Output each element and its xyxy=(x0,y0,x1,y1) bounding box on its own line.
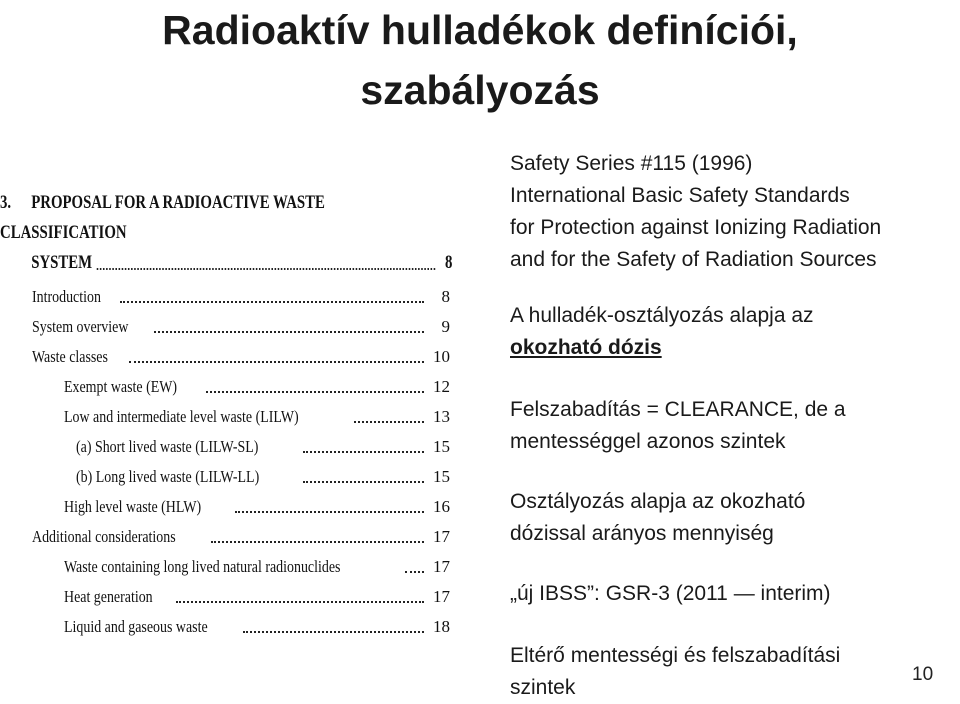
body-line: „új IBSS”: GSR-3 (2011 — interim) xyxy=(510,582,831,605)
toc-leader-dots xyxy=(303,451,424,453)
classification-quantity-block xyxy=(510,486,805,550)
toc-section-title-line2: SYSTEM xyxy=(31,252,93,273)
toc-entry-page: 15 xyxy=(433,437,450,456)
body-line: mentességgel azonos szintek xyxy=(510,430,786,453)
toc-entry-label: Heat generation xyxy=(64,587,153,606)
toc-entry-label: Exempt waste (EW) xyxy=(64,377,178,396)
toc-entry xyxy=(32,338,450,368)
toc-entry-label: Liquid and gaseous waste xyxy=(64,617,208,636)
toc-section-number: 3. xyxy=(0,192,12,213)
toc-leader-dots xyxy=(206,391,424,393)
body-line: for Protection against Ionizing Radiation xyxy=(510,216,882,239)
toc-entry-page: 16 xyxy=(433,497,450,516)
toc-entry xyxy=(76,458,450,488)
toc-leader-dots xyxy=(154,331,424,333)
toc-entry xyxy=(64,488,450,518)
toc-entry xyxy=(64,368,450,398)
toc-entry xyxy=(76,428,450,458)
toc-entry-label: High level waste (HLW) xyxy=(64,497,202,516)
levels-block xyxy=(510,640,920,704)
emphasized-term: okozható dózis xyxy=(510,336,662,359)
toc-leader-dots xyxy=(97,248,435,270)
toc-entry-page: 15 xyxy=(433,467,450,486)
toc-entry xyxy=(32,308,450,338)
toc-entry-page: 17 xyxy=(433,527,450,546)
toc-entry-label: Additional considerations xyxy=(32,527,176,546)
body-line: Eltérő mentességi és felszabadítási xyxy=(510,644,841,667)
toc-entry xyxy=(64,548,450,578)
toc-entry xyxy=(32,278,450,308)
standard-reference-block xyxy=(510,148,881,276)
slide-title-line1: Radioaktív hulladékok definíciói, xyxy=(162,7,798,53)
toc-entry-page: 9 xyxy=(441,317,450,336)
toc-leader-dots xyxy=(354,421,424,423)
new-ibss-block xyxy=(510,578,831,610)
toc-entry xyxy=(64,578,450,608)
classification-basis-block xyxy=(510,300,814,364)
toc-entry-page: 13 xyxy=(433,407,450,426)
toc-entry xyxy=(64,398,450,428)
toc-entry-label: Low and intermediate level waste (LILW) xyxy=(64,407,299,426)
body-line: International Basic Safety Standards xyxy=(510,184,850,207)
toc-entry-label: Waste classes xyxy=(32,347,108,366)
slide-title-line2: szabályozás xyxy=(360,67,600,113)
toc-leader-dots xyxy=(176,601,424,603)
body-line: Osztályozás alapja az okozható xyxy=(510,490,806,513)
toc-section-heading xyxy=(0,188,452,278)
toc-entry xyxy=(32,518,450,548)
toc-entry-label: (a) Short lived waste (LILW-SL) xyxy=(76,437,259,456)
toc-entry-page: 17 xyxy=(433,587,450,606)
toc-entry-label: Waste containing long lived natural radionuclides xyxy=(64,557,341,576)
toc-leader-dots xyxy=(243,631,424,633)
body-line: A hulladék-osztályozás alapja az xyxy=(510,304,814,327)
toc-entry-page: 12 xyxy=(433,377,450,396)
body-line: szintek xyxy=(510,676,576,699)
toc-leader-dots xyxy=(235,511,424,513)
toc-entry-label: Introduction xyxy=(32,287,101,306)
scanned-table-of-contents xyxy=(0,180,460,650)
toc-leader-dots xyxy=(120,301,424,303)
body-line: dózissal arányos mennyiség xyxy=(510,522,774,545)
toc-entry-page: 18 xyxy=(433,617,450,636)
toc-entry-label: System overview xyxy=(32,317,129,336)
toc-section-title-line1: PROPOSAL FOR A RADIOACTIVE WASTE CLASSIFICATION xyxy=(0,192,325,243)
slide-title xyxy=(0,0,960,120)
toc-leader-dots xyxy=(303,481,424,483)
page-number: 10 xyxy=(912,664,934,685)
toc-entry xyxy=(64,608,450,638)
toc-entry-label: (b) Long lived waste (LILW-LL) xyxy=(76,467,260,486)
toc-entry-page: 8 xyxy=(441,287,450,306)
toc-leader-dots xyxy=(405,571,424,573)
toc-section-page: 8 xyxy=(444,252,453,273)
body-line: and for the Safety of Radiation Sources xyxy=(510,248,877,271)
clearance-block xyxy=(510,394,846,458)
toc-leader-dots xyxy=(211,541,424,543)
body-line: Safety Series #115 (1996) xyxy=(510,152,753,175)
toc-entry-page: 17 xyxy=(433,557,450,576)
body-line: Felszabadítás = CLEARANCE, de a xyxy=(510,398,846,421)
toc-entry-page: 10 xyxy=(433,347,450,366)
toc-leader-dots xyxy=(129,361,424,363)
